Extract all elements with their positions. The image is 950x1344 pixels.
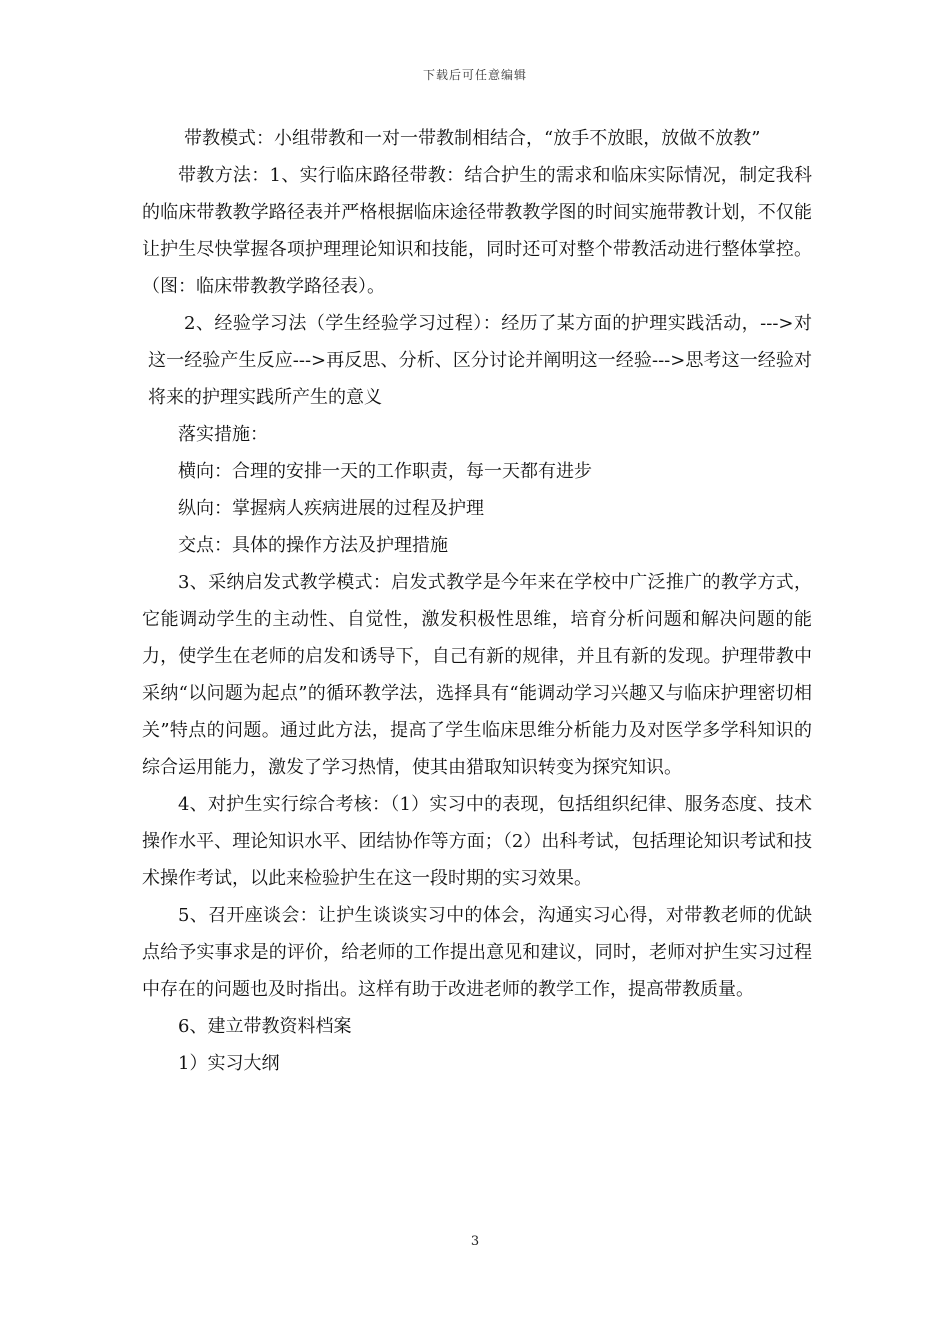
paragraph-heuristic-teaching: 3、采纳启发式教学模式：启发式教学是今年来在学校中广泛推广的教学方式，它能调动学生的主动性、自觉性，激发积极性思维，培育分析问题和解决问题的能力，使学生在老师的启发和诱导下，自己有新的规律，并且有新的发现。护理带教中采纳“以问题为起点”的循环教学法，选择具有“能调动学习兴趣又与临床护理密切相关”特点的问题。通过此方法，提高了学生临床思维分析能力及对医学多学科知识的综合运用能力，激发了学习热情，使其由猎取知识转变为探究知识。 — [142, 572, 812, 778]
paragraph-vertical: 纵向：掌握病人疾病进展的过程及护理 — [178, 498, 484, 519]
paragraph-archive: 6、建立带教资料档案 — [178, 1016, 352, 1037]
page-number: 3 — [470, 1234, 480, 1249]
paragraph-teaching-method: 带教方法：1、实行临床路径带教：结合护生的需求和临床实际情况，制定我科的临床带教教学路径表并严格根据临床途径带教教学图的时间实施带教计划，不仅能让护生尽快掌握各项护理理论知识和技能，同时还可对整个带教活动进行整体掌控。（图：临床带教教学路径表）。 — [142, 165, 812, 297]
paragraph-intersection: 交点：具体的操作方法及护理措施 — [178, 535, 448, 556]
paragraph-measures-heading: 落实措施： — [178, 424, 268, 445]
paragraph-experience-learning: 2、经验学习法（学生经验学习过程）：经历了某方面的护理实践活动，--->对这一经验产生反应--->再反思、分析、区分讨论并阐明这一经验--->思考这一经验对将来的护理实践所产生的意义 — [148, 313, 812, 408]
paragraph-teaching-mode: 带教模式：小组带教和一对一带教制相结合，“放手不放眼，放做不放教” — [184, 128, 761, 149]
document-body — [142, 120, 812, 1082]
paragraph-horizontal: 横向：合理的安排一天的工作职责，每一天都有进步 — [178, 461, 592, 482]
header-note: 下载后可任意编辑 — [422, 68, 527, 82]
paragraph-symposium: 5、召开座谈会：让护生谈谈实习中的体会，沟通实习心得，对带教老师的优缺点给予实事求是的评价，给老师的工作提出意见和建议，同时，老师对护生实习过程中存在的问题也及时指出。这样有助于改进老师的教学工作，提高带教质量。 — [142, 905, 812, 1000]
paragraph-syllabus: 1）实习大纲 — [178, 1053, 280, 1074]
paragraph-assessment: 4、对护生实行综合考核：（1）实习中的表现，包括组织纪律、服务态度、技术操作水平、理论知识水平、团结协作等方面；（2）出科考试，包括理论知识考试和技术操作考试，以此来检验护生在这一段时期的实习效果。 — [142, 794, 812, 889]
